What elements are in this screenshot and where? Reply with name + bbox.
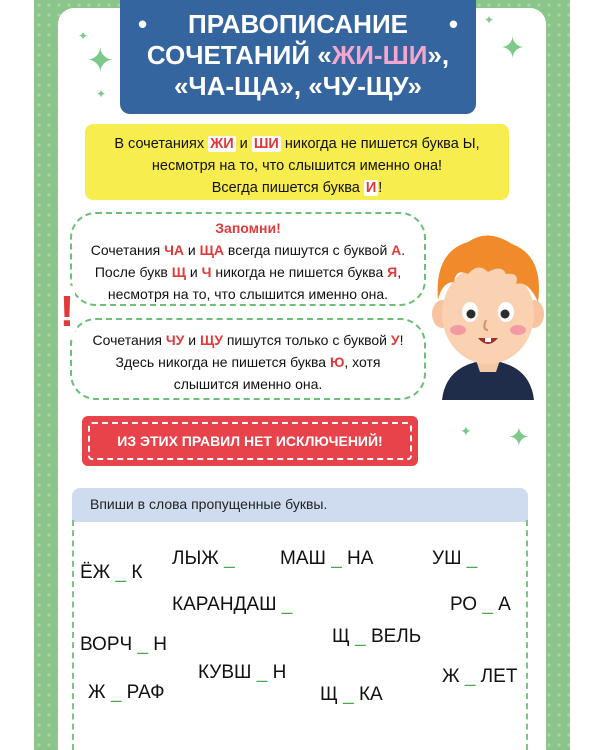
remember-heading: Запомни! xyxy=(215,220,281,236)
sparkle-icon: ✦ xyxy=(460,423,472,439)
highlight-shchu: ЩУ xyxy=(199,332,223,348)
title-dot: • xyxy=(138,9,148,39)
word-blank: _ xyxy=(281,594,293,615)
exercise-word xyxy=(442,666,517,688)
highlight-i: И xyxy=(365,180,377,196)
exercise-word xyxy=(320,684,383,706)
word-blank: _ xyxy=(331,548,342,569)
exercise-word xyxy=(280,548,373,570)
word-part: Ж xyxy=(88,682,111,703)
exercise-word xyxy=(450,594,511,616)
word-part: ЁЖ xyxy=(80,562,116,583)
highlight-chu: ЧУ xyxy=(165,332,185,348)
word-part: КУВШ xyxy=(198,662,257,683)
remember-text: и xyxy=(184,242,200,258)
remember-line: несмотря на то, что слышится именно она. xyxy=(107,286,389,302)
rule-text: и xyxy=(235,136,252,152)
chu-text: и xyxy=(184,332,200,348)
word-part: Щ xyxy=(332,626,356,647)
word-part: УШ xyxy=(432,548,467,569)
word-blank: _ xyxy=(137,634,149,655)
word-part: МАШ xyxy=(280,548,332,569)
sparkle-icon: ✦ xyxy=(96,87,107,101)
page-title xyxy=(120,0,476,114)
remember-text: После букв xyxy=(94,264,172,280)
title-line-1: ПРАВОПИСАНИЕ xyxy=(188,9,408,39)
word-blank: _ xyxy=(464,666,476,687)
word-part: РО xyxy=(450,594,483,615)
sparkle-icon: ✦ xyxy=(508,422,530,452)
zhi-shi-rule-box xyxy=(85,124,509,200)
chu-text: ! xyxy=(399,332,404,348)
title-text: СОЧЕТАНИЙ « xyxy=(146,40,332,70)
rule-text: никогда не пишется буква Ы, xyxy=(280,136,480,152)
chu-text: , хотя xyxy=(344,354,381,370)
rule-text: ! xyxy=(378,180,383,196)
highlight-shi: ШИ xyxy=(253,136,279,152)
word-part: Н xyxy=(267,662,287,683)
chu-text: пишутся только с буквой xyxy=(222,332,391,348)
remember-text: Сочетания xyxy=(90,242,165,258)
boy-pupil-left xyxy=(467,310,476,319)
boy-pupil-right xyxy=(501,310,510,319)
title-highlight: ЖИ-ШИ xyxy=(331,40,428,70)
word-part: К xyxy=(126,562,143,583)
remember-line xyxy=(72,261,424,283)
boy-cheek-left xyxy=(450,325,466,335)
chu-shchu-bubble xyxy=(70,318,426,400)
exercise-word xyxy=(88,682,165,704)
highlight-yu: Ю xyxy=(329,354,345,370)
highlight-cha: ЧА xyxy=(164,242,185,258)
exercise-area xyxy=(72,520,528,750)
boy-cheek-right xyxy=(510,325,526,335)
remember-text: , xyxy=(397,264,402,280)
word-part: А xyxy=(492,594,511,615)
rule-text: В сочетаниях xyxy=(114,136,209,152)
exercise-word xyxy=(198,662,286,684)
word-part: ЛЕТ xyxy=(475,666,518,687)
word-part: ВЕЛЬ xyxy=(365,626,422,647)
title-line-3: «ЧА-ЩА», «ЧУ-ЩУ» xyxy=(173,71,423,101)
word-blank: _ xyxy=(355,626,366,647)
highlight-shcha: ЩА xyxy=(199,242,225,258)
chu-line: слышится именно она. xyxy=(173,376,323,392)
boy-tooth xyxy=(485,338,491,342)
highlight-ch: Ч xyxy=(201,264,212,280)
chu-text: Сочетания xyxy=(92,332,166,348)
word-blank: _ xyxy=(224,548,235,569)
exercise-word xyxy=(172,548,235,570)
highlight-ya: Я xyxy=(387,264,398,280)
remember-line xyxy=(72,239,424,261)
highlight-shch: Щ xyxy=(171,264,186,280)
highlight-zhi: ЖИ xyxy=(210,136,234,152)
word-part: РАФ xyxy=(121,682,165,703)
highlight-a: А xyxy=(391,242,402,258)
exercise-word xyxy=(432,548,477,570)
rule-line: несмотря на то, что слышится именно она! xyxy=(151,158,443,174)
exercise-word xyxy=(172,594,292,616)
rule-line xyxy=(85,133,509,155)
word-part: КАРАНДАШ xyxy=(172,594,282,615)
remember-text: и xyxy=(186,264,202,280)
word-blank: _ xyxy=(343,684,354,705)
title-dot: • xyxy=(448,9,458,39)
word-blank: _ xyxy=(256,662,268,683)
word-part: НА xyxy=(341,548,374,569)
exercise-word xyxy=(80,562,142,584)
word-part: Щ xyxy=(320,684,344,705)
sparkle-icon: ✦ xyxy=(78,29,89,43)
remember-text: никогда не пишется буква xyxy=(211,264,388,280)
exercise-instruction: Впиши в слова пропущенные буквы. xyxy=(72,488,528,522)
chu-line xyxy=(72,329,424,351)
word-part: ВОРЧ xyxy=(80,634,138,655)
rule-line xyxy=(85,177,509,199)
word-blank: _ xyxy=(466,548,478,569)
word-part: Н xyxy=(148,634,168,655)
exercise-word xyxy=(332,626,421,648)
word-part: ЛЫЖ xyxy=(172,548,225,569)
remember-bubble xyxy=(70,212,426,306)
word-blank: _ xyxy=(115,562,127,583)
exclamation-icon: ! xyxy=(59,287,75,336)
title-line-2 xyxy=(120,40,476,71)
rule-text: Всегда пишется буква xyxy=(211,180,364,196)
boy-illustration xyxy=(428,232,548,400)
exercise-word xyxy=(80,634,167,656)
sparkle-icon: ✦ xyxy=(86,42,115,80)
word-blank: _ xyxy=(482,594,493,615)
no-exceptions-text: ИЗ ЭТИХ ПРАВИЛ НЕТ ИСКЛЮЧЕНИЙ! xyxy=(88,422,412,460)
remember-text: всегда пишутся с буквой xyxy=(224,242,392,258)
no-exceptions-banner xyxy=(82,416,418,466)
chu-text: Здесь никогда не пишется буква xyxy=(115,354,330,370)
word-blank: _ xyxy=(110,682,122,703)
remember-text: . xyxy=(401,242,406,258)
highlight-u: У xyxy=(390,332,400,348)
word-part: КА xyxy=(353,684,383,705)
title-text: », xyxy=(427,40,450,70)
chu-line xyxy=(72,351,424,373)
sparkle-icon: ✦ xyxy=(500,32,526,65)
sparkle-icon: ✦ xyxy=(484,13,495,27)
word-part: Ж xyxy=(442,666,465,687)
